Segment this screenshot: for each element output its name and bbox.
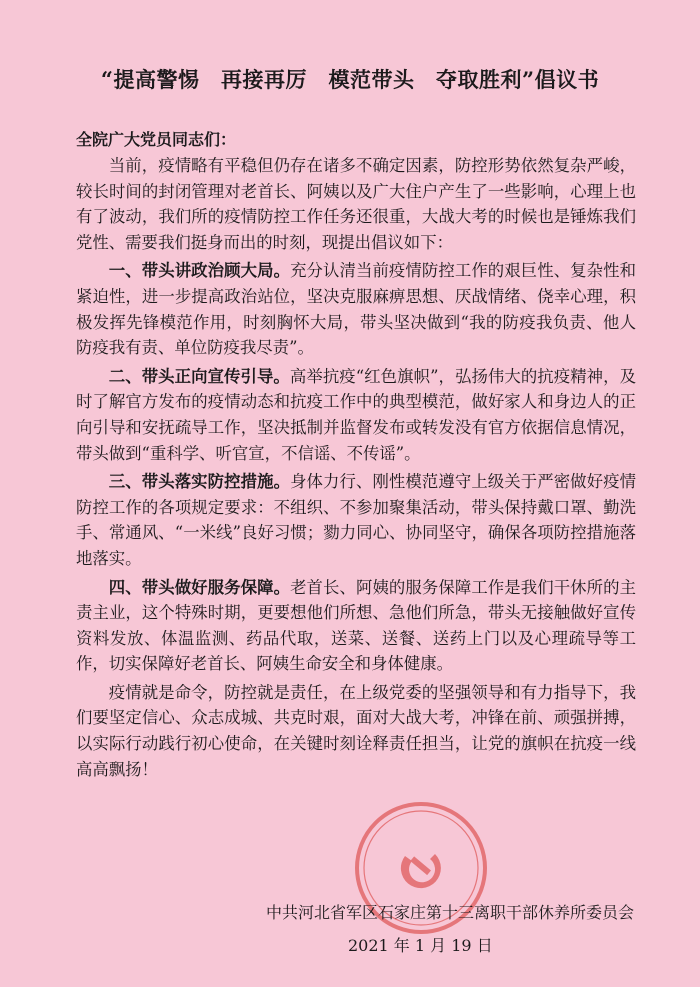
- intro-paragraph: 当前，疫情略有平稳但仍存在诸多不确定因素，防控形势依然复杂严峻，较长时间的封闭管理对老首长、阿姨以及广大住户产生了一些影响，心理上也有了波动，我们所的疫情防控工作任务还很重，大战大考的时候也是锤炼我们党性、需要我们挺身而出的时刻，现提出倡议如下：: [76, 156, 636, 252]
- item-heading: 一、带头讲政治顾大局。: [108, 261, 291, 281]
- item-paragraph-3: [76, 469, 636, 571]
- item-heading: 三、带头落实防控措施。: [108, 472, 291, 492]
- item-paragraph-1: [76, 258, 636, 360]
- item-text: 高举抗疫“红色旗帜”，弘扬伟大的抗疫精神，及时了解官方发布的疫情动态和抗疫工作中的典型模范，做好家人和身边人的正向引导和安抚疏导工作，坚决抵制并监督发布或转发没有官方依据信息情况，带头做到“重科学、听官宣，不信谣、不传谣”。: [76, 366, 637, 463]
- signature: 中共河北省军区石家庄第十三离职干部休养所委员会: [265, 903, 634, 922]
- item-text: 老首长、阿姨的服务保障工作是我们干休所的主责主业，这个特殊时期，更要想他们所想、急他们所急，带头无接触做好宣传资料发放、体温监测、药品代取，送菜、送餐、送药上门以及心理疏导等工作，切实保障好老首长、阿姨生命安全和身体健康。: [76, 577, 637, 674]
- salutation: 全院广大党员同志们：: [76, 130, 237, 149]
- item-text: 身体力行、刚性模范遵守上级关于严密做好疫情防控工作的各项规定要求：不组织、不参加聚集活动，带头保持戴口罩、勤洗手、常通风、“一米线”良好习惯；勠力同心、协同坚守，确保各项防控措施落地落实。: [76, 472, 637, 568]
- item-heading: 二、带头正向宣传引导。: [108, 366, 290, 386]
- document-title: “提高警惕 再接再厉 模范带头 夺取胜利”倡议书: [100, 67, 600, 92]
- closing-paragraph: 疫情就是命令，防控就是责任，在上级党委的坚强领导和有力指导下，我们要坚定信心、众志成城、共克时艰，面对大战大考，冲锋在前、顽强拼搏，以实际行动践行初心使命，在关键时刻诠释责任担当，让党的旗帜在抗疫一线高高飘扬！: [76, 682, 636, 779]
- item-paragraph-4: [76, 575, 636, 677]
- item-paragraph-2: [76, 364, 636, 466]
- document-body: [76, 153, 636, 785]
- item-heading: 四、带头做好服务保障。: [108, 577, 291, 597]
- signature-date: 2021 年 1 月 19 日: [348, 936, 493, 955]
- item-text: 充分认清当前疫情防控工作的艰巨性、复杂性和紧迫性，进一步提高政治站位，坚决克服麻痹思想、厌战情绪、侥幸心理，积极发挥先锋模范作用，时刻胸怀大局，带头坚决做到“我的防疫我负责、他人防疫我有责、单位防疫我尽责”。: [76, 261, 637, 358]
